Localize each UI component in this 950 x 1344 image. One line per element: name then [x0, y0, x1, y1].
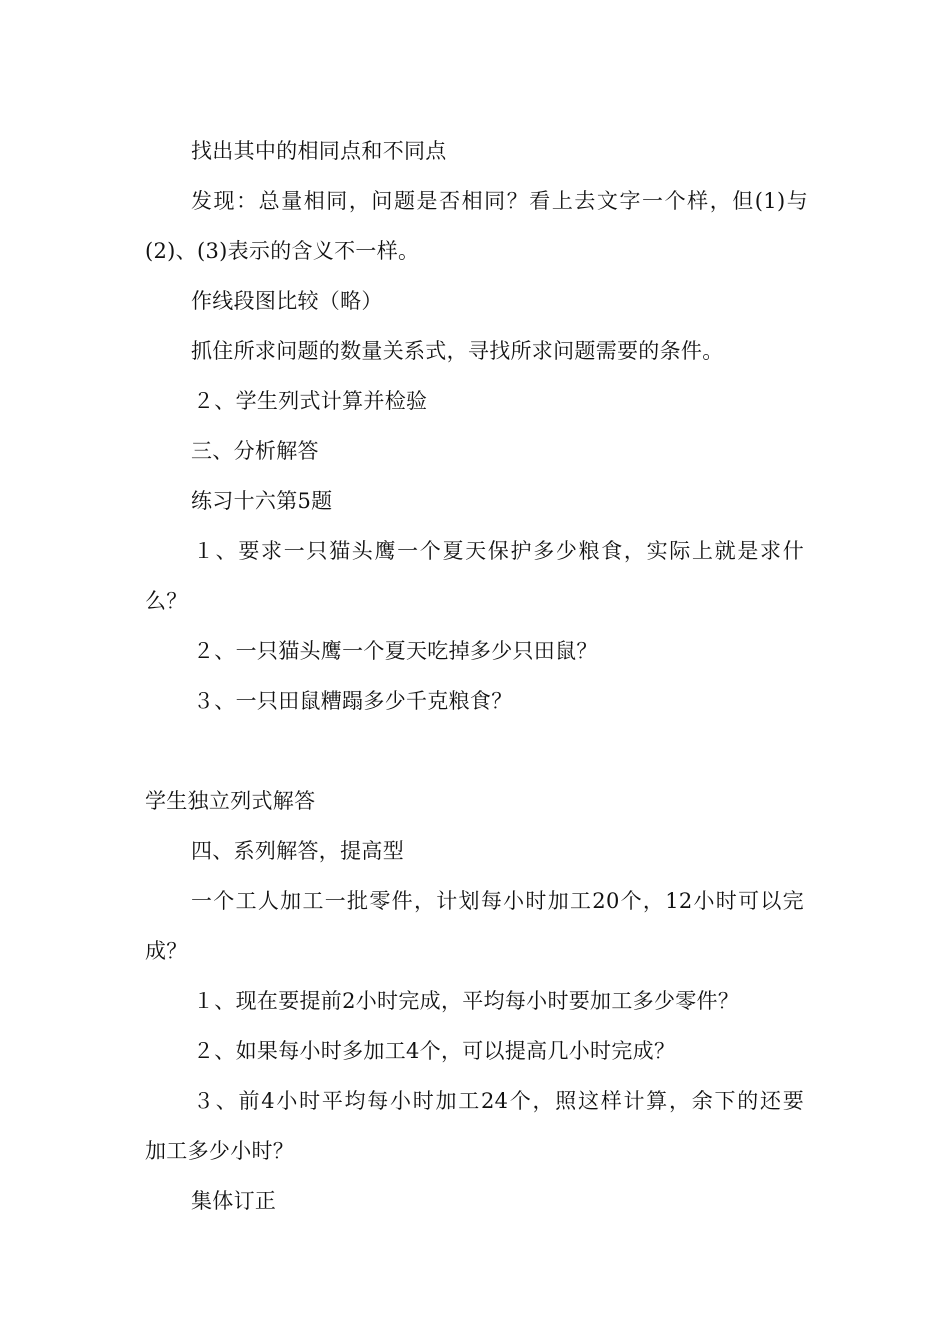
- text-line: 作线段图比较（略）: [191, 289, 383, 313]
- text-line: １、现在要提前2小时完成，平均每小时要加工多少零件？: [193, 989, 740, 1013]
- section-heading: 四、系列解答，提高型: [191, 839, 404, 863]
- text-line: 成？: [145, 939, 188, 963]
- text-line: 么？: [145, 589, 188, 613]
- section-heading: 三、分析解答: [191, 439, 319, 463]
- text-line: 一个工人加工一批零件，计划每小时加工20个，12小时可以完: [191, 889, 804, 913]
- text-line: 集体订正: [191, 1189, 277, 1213]
- text-line: 加工多少小时？: [145, 1139, 295, 1163]
- text-line: 学生独立列式解答: [145, 789, 316, 813]
- text-line: 抓住所求问题的数量关系式，寻找所求问题需要的条件。: [191, 339, 724, 363]
- text-line: ２、如果每小时多加工4个，可以提高几小时完成？: [193, 1039, 676, 1063]
- text-line: (2)、(3)表示的含义不一样。: [145, 239, 420, 263]
- text-line: 发现：总量相同，问题是否相同？看上去文字一个样，但(1)与: [191, 189, 808, 213]
- text-line: ２、一只猫头鹰一个夏天吃掉多少只田鼠？: [193, 639, 598, 663]
- text-line: ３、前4小时平均每小时加工24个，照这样计算，余下的还要: [193, 1089, 804, 1113]
- text-line: ２、学生列式计算并检验: [193, 389, 428, 413]
- text-line: 练习十六第5题: [191, 489, 333, 513]
- text-line: ３、一只田鼠糟蹋多少千克粮食？: [193, 689, 513, 713]
- text-line: １、要求一只猫头鹰一个夏天保护多少粮食，实际上就是求什: [193, 539, 804, 563]
- text-line: 找出其中的相同点和不同点: [191, 139, 447, 163]
